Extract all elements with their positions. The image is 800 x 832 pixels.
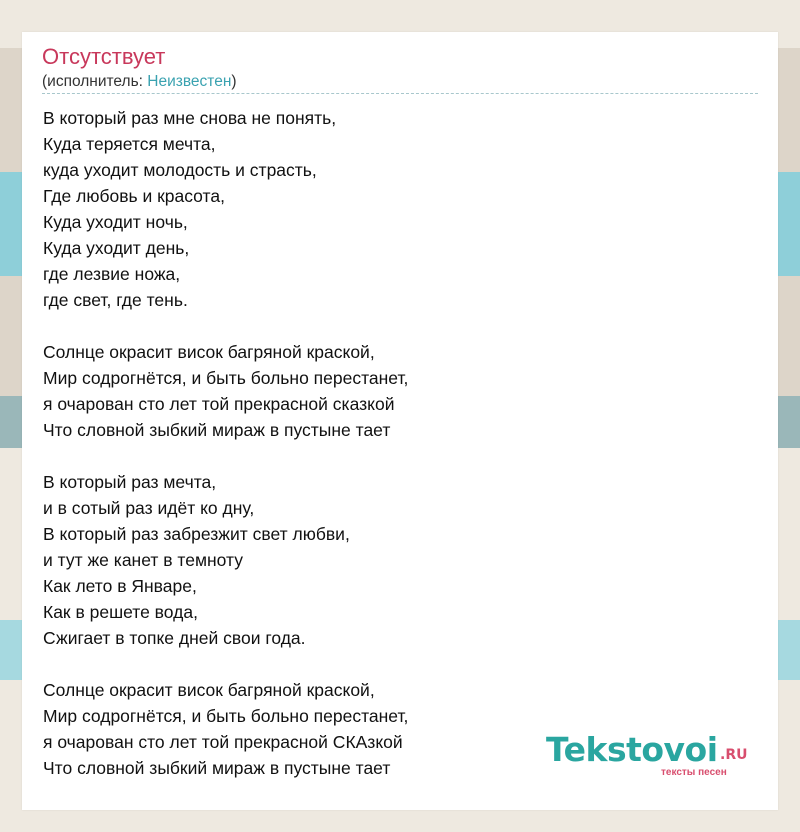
lyrics-line: и тут же канет в темноту	[43, 550, 243, 570]
lyrics-line: В который раз мне снова не понять,	[43, 108, 337, 128]
lyrics-stanza	[43, 339, 743, 443]
lyrics-line: Сжигает в топке дней свои года.	[43, 628, 306, 648]
lyrics-line: куда уходит молодость и страсть,	[43, 160, 317, 180]
lyrics-stanza	[43, 105, 743, 313]
lyrics-line: я очарован сто лет той прекрасной сказкой	[43, 394, 395, 414]
title-divider	[42, 93, 758, 94]
lyrics-line: Как лето в Январе,	[43, 576, 197, 596]
lyrics-line: я очарован сто лет той прекрасной СКАзкой	[43, 732, 403, 752]
logo-tagline: тексты песен	[661, 767, 727, 778]
lyrics-line: В который раз мечта,	[43, 472, 217, 492]
lyrics-line: В который раз забрезжит свет любви,	[43, 524, 350, 544]
site-logo[interactable]	[546, 731, 756, 777]
artist-suffix: )	[231, 73, 237, 90]
lyrics-line: Мир содрогнётся, и быть больно перестанет,	[43, 706, 409, 726]
lyrics-line: где свет, где тень.	[43, 290, 188, 310]
lyrics-line: Что словной зыбкий мираж в пустыне тает	[43, 420, 391, 440]
lyrics-text	[43, 105, 743, 781]
artist-prefix: (исполнитель:	[42, 73, 148, 90]
song-title: Отсутствует	[42, 44, 166, 69]
lyrics-card	[22, 32, 778, 810]
lyrics-line: где лезвие ножа,	[43, 264, 181, 284]
lyrics-line: Где любовь и красота,	[43, 186, 225, 206]
lyrics-line: Как в решете вода,	[43, 602, 198, 622]
lyrics-line: и в сотый раз идёт ко дну,	[43, 498, 255, 518]
lyrics-stanza	[43, 469, 743, 651]
lyrics-line: Куда теряется мечта,	[43, 134, 216, 154]
lyrics-line: Куда уходит ночь,	[43, 212, 188, 232]
lyrics-line: Что словной зыбкий мираж в пустыне тает	[43, 758, 391, 778]
song-meta	[42, 73, 237, 91]
logo-tld: .RU	[720, 747, 748, 763]
logo-name: Tekstovoi	[546, 730, 718, 769]
lyrics-line: Солнце окрасит висок багряной краской,	[43, 342, 375, 362]
artist-link[interactable]: Неизвестен	[147, 73, 232, 90]
lyrics-line: Солнце окрасит висок багряной краской,	[43, 680, 375, 700]
lyrics-line: Куда уходит день,	[43, 238, 190, 258]
lyrics-line: Мир содрогнётся, и быть больно перестанет,	[43, 368, 409, 388]
